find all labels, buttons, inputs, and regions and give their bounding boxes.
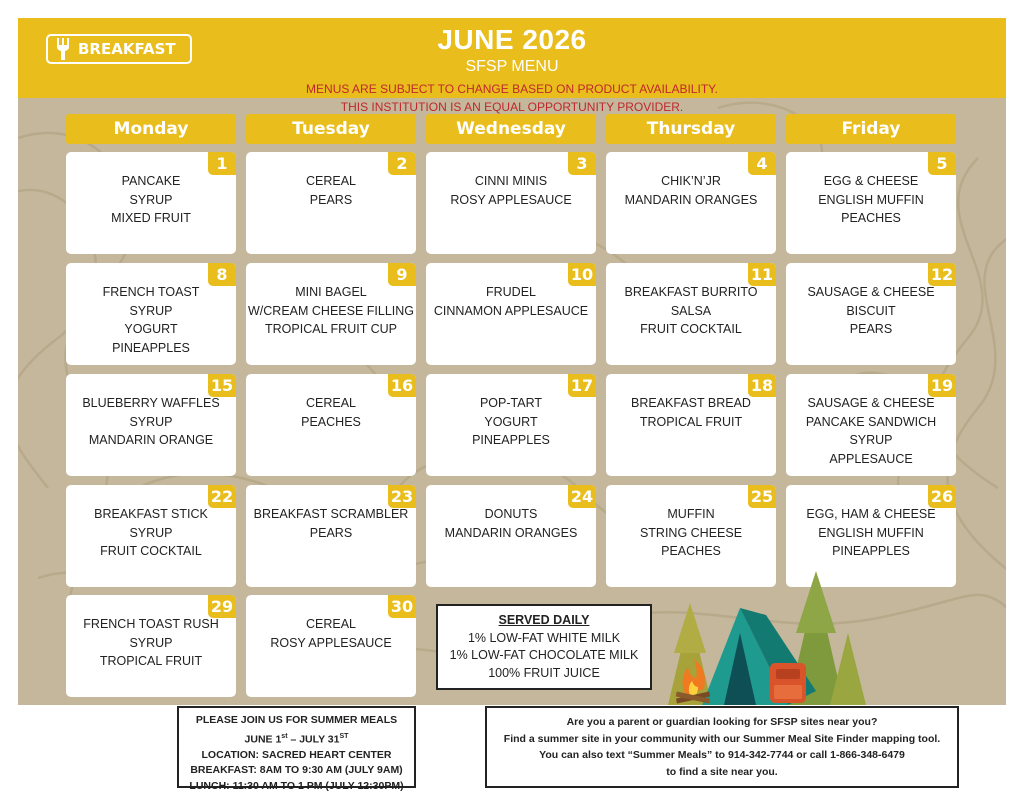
site-finder-closing-line: to find a site near you. — [666, 765, 778, 778]
day-cell — [246, 595, 416, 697]
served-daily-item: 1% LOW-FAT WHITE MILK — [467, 630, 621, 645]
info-breakfast-hours: BREAKFAST: 8AM TO 9:30 AM (JULY 9AM) — [190, 764, 403, 776]
day-number-badge: 25 — [748, 485, 776, 508]
menu-item: SYRUP — [129, 303, 173, 318]
menu-item: FRENCH TOAST — [102, 285, 200, 299]
menu-item: PEACHES — [661, 544, 721, 559]
menu-items — [786, 172, 956, 228]
day-cell — [66, 485, 236, 587]
menu-item: SYRUP — [129, 525, 173, 540]
menu-item: YOGURT — [484, 414, 538, 429]
site-finder-tool-line: Find a summer site in your community with our Summer Meal Site Finder mapping tool. — [503, 732, 941, 745]
day-cell — [246, 152, 416, 254]
menu-items — [66, 283, 236, 358]
weekday-header-friday: Friday — [786, 114, 956, 144]
served-daily-box — [436, 604, 652, 690]
menu-item: SAUSAGE & CHEESE — [807, 396, 935, 410]
menu-item: STRING CHEESE — [639, 525, 743, 540]
menu-items — [606, 172, 776, 209]
menu-item: PEARS — [309, 525, 353, 540]
menu-item: POP-TART — [479, 396, 543, 410]
menu-item: PANCAKE — [121, 174, 181, 188]
day-cell — [66, 595, 236, 697]
day-number-badge: 17 — [568, 374, 596, 397]
menu-item: TROPICAL FRUIT CUP — [265, 322, 397, 337]
menu-item: CEREAL — [305, 174, 357, 188]
day-cell — [786, 152, 956, 254]
menu-items — [786, 283, 956, 339]
day-cell — [426, 374, 596, 476]
menu-item: BREAKFAST SCRAMBLER — [253, 507, 409, 521]
menu-item: CEREAL — [305, 396, 357, 410]
menu-items — [786, 505, 956, 561]
menu-item: ENGLISH MUFFIN — [818, 525, 924, 540]
availability-notice: MENUS ARE SUBJECT TO CHANGE BASED ON PRODUCT AVAILABILITY. — [306, 82, 718, 96]
day-number-badge: 19 — [928, 374, 956, 397]
menu-items — [606, 283, 776, 339]
menu-item: BISCUIT — [846, 303, 896, 318]
day-number-badge: 24 — [568, 485, 596, 508]
day-number-badge: 22 — [208, 485, 236, 508]
day-number-badge: 29 — [208, 595, 236, 618]
menu-item: SYRUP — [129, 635, 173, 650]
menu-item: CINNAMON APPLESAUCE — [433, 303, 589, 318]
menu-items — [66, 172, 236, 228]
menu-item: YOGURT — [124, 322, 178, 337]
info-dates-mid: – JULY 31 — [287, 733, 340, 745]
info-dates-sup1: st — [281, 732, 288, 740]
page-title: JUNE 2026 — [437, 24, 587, 55]
menu-item: PINEAPPLES — [832, 544, 910, 559]
menu-item: CEREAL — [305, 617, 357, 631]
menu-item: FRUIT COCKTAIL — [640, 322, 742, 337]
menu-items — [426, 172, 596, 209]
menu-item: FRUDEL — [485, 285, 536, 299]
menu-item: SYRUP — [129, 414, 173, 429]
day-cell — [246, 485, 416, 587]
day-number-badge: 2 — [388, 152, 416, 175]
menu-item: FRENCH TOAST RUSH — [83, 617, 219, 631]
menu-item: DONUTS — [484, 507, 538, 521]
menu-item: PEACHES — [841, 211, 901, 226]
day-number-badge: 3 — [568, 152, 596, 175]
summer-meals-info-box — [177, 706, 416, 792]
info-location-line: LOCATION: SACRED HEART CENTER — [201, 748, 392, 761]
day-cell — [606, 374, 776, 476]
day-number-badge: 10 — [568, 263, 596, 286]
day-number-badge: 12 — [928, 263, 956, 286]
menu-items — [426, 283, 596, 320]
day-number-badge: 15 — [208, 374, 236, 397]
menu-item: EGG & CHEESE — [823, 174, 919, 188]
menu-items — [246, 394, 416, 431]
menu-items — [246, 283, 416, 339]
menu-items — [246, 615, 416, 652]
menu-item: MINI BAGEL — [295, 285, 367, 299]
day-cell — [66, 152, 236, 254]
logo-label: BREAKFAST — [78, 40, 176, 58]
day-cell — [426, 485, 596, 587]
menu-item: ROSY APPLESAUCE — [270, 635, 392, 650]
menu-item: APPLESAUCE — [829, 452, 913, 467]
menu-items — [246, 505, 416, 542]
menu-item: PANCAKE SANDWICH — [805, 414, 937, 429]
day-cell — [786, 374, 956, 476]
menu-item: SALSA — [670, 303, 712, 318]
day-number-badge: 11 — [748, 263, 776, 286]
day-number-badge: 26 — [928, 485, 956, 508]
day-cell — [606, 263, 776, 365]
day-number-badge: 5 — [928, 152, 956, 175]
menu-item: PINEAPPLES — [472, 433, 550, 448]
menu-item: BREAKFAST BREAD — [631, 396, 751, 410]
served-daily-item: 100% FRUIT JUICE — [488, 665, 600, 680]
day-cell — [246, 374, 416, 476]
camping-tent-illustration — [638, 563, 878, 705]
menu-items — [606, 394, 776, 431]
menu-item: TROPICAL FRUIT — [639, 414, 743, 429]
menu-item: FRUIT COCKTAIL — [100, 544, 202, 559]
info-dates-sup2: ST — [339, 732, 349, 740]
day-number-badge: 1 — [208, 152, 236, 175]
day-cell — [66, 374, 236, 476]
menu-item: CINNI MINIS — [474, 174, 548, 188]
menu-item: PEARS — [849, 322, 893, 337]
menu-item: BLUEBERRY WAFFLES — [82, 396, 220, 410]
menu-items — [66, 505, 236, 561]
day-number-badge: 18 — [748, 374, 776, 397]
info-lunch-hours: LUNCH: 11:30 AM TO 1 PM (JULY 12:30PM) — [189, 779, 404, 792]
menu-items — [426, 394, 596, 450]
menu-item: PINEAPPLES — [112, 341, 190, 356]
day-number-badge: 16 — [388, 374, 416, 397]
weekday-header-wednesday: Wednesday — [426, 114, 596, 144]
weekday-header-tuesday: Tuesday — [246, 114, 416, 144]
menu-item: SYRUP — [129, 192, 173, 207]
day-cell — [66, 263, 236, 365]
day-cell — [786, 263, 956, 365]
menu-items — [606, 505, 776, 561]
day-number-badge: 4 — [748, 152, 776, 175]
menu-items — [786, 394, 956, 469]
day-number-badge: 23 — [388, 485, 416, 508]
day-cell — [426, 263, 596, 365]
menu-item: MIXED FRUIT — [111, 211, 191, 226]
served-daily-heading: SERVED DAILY — [498, 613, 590, 627]
served-daily-item: 1% LOW-FAT CHOCOLATE MILK — [449, 648, 639, 662]
page-subtitle: SFSP MENU — [465, 58, 559, 75]
menu-item: ENGLISH MUFFIN — [818, 192, 924, 207]
menu-item: MUFFIN — [667, 507, 715, 521]
weekday-header-thursday: Thursday — [606, 114, 776, 144]
day-number-badge: 9 — [388, 263, 416, 286]
equal-opportunity-notice: THIS INSTITUTION IS AN EQUAL OPPORTUNITY PROVIDER. — [340, 100, 684, 114]
menu-item: SYRUP — [849, 433, 893, 448]
menu-item: CHIK’N’JR — [661, 174, 721, 188]
menu-item: PEACHES — [301, 414, 361, 429]
site-finder-info-box — [485, 706, 959, 788]
menu-item: MANDARIN ORANGE — [88, 433, 214, 448]
site-finder-contact-line: You can also text “Summer Meals” to 914-342-7744 or call 1-866-348-6479 — [539, 749, 905, 761]
menu-item: MANDARIN ORANGES — [444, 525, 578, 540]
menu-poster — [18, 18, 1006, 705]
site-finder-question: Are you a parent or guardian looking for SFSP sites near you? — [566, 716, 878, 728]
menu-item: ROSY APPLESAUCE — [450, 192, 572, 207]
menu-item: SAUSAGE & CHEESE — [807, 285, 935, 299]
menu-item: BREAKFAST STICK — [94, 507, 208, 521]
menu-item: MANDARIN ORANGES — [624, 192, 758, 207]
info-dates-line — [179, 729, 414, 748]
menu-items — [426, 505, 596, 542]
weekday-header-monday: Monday — [66, 114, 236, 144]
menu-items — [66, 615, 236, 671]
day-cell — [426, 152, 596, 254]
menu-item: TROPICAL FRUIT — [99, 654, 203, 669]
info-dates-start: JUNE 1 — [244, 733, 282, 745]
day-cell — [246, 263, 416, 365]
menu-item: PEARS — [309, 192, 353, 207]
menu-items — [246, 172, 416, 209]
day-cell — [606, 152, 776, 254]
menu-items — [66, 394, 236, 450]
day-number-badge: 30 — [388, 595, 416, 618]
info-join-line: PLEASE JOIN US FOR SUMMER MEALS — [195, 714, 398, 726]
day-number-badge: 8 — [208, 263, 236, 286]
menu-item: W/CREAM CHEESE FILLING — [248, 303, 414, 318]
menu-item: EGG, HAM & CHEESE — [806, 507, 936, 521]
menu-item: BREAKFAST BURRITO — [624, 285, 758, 299]
